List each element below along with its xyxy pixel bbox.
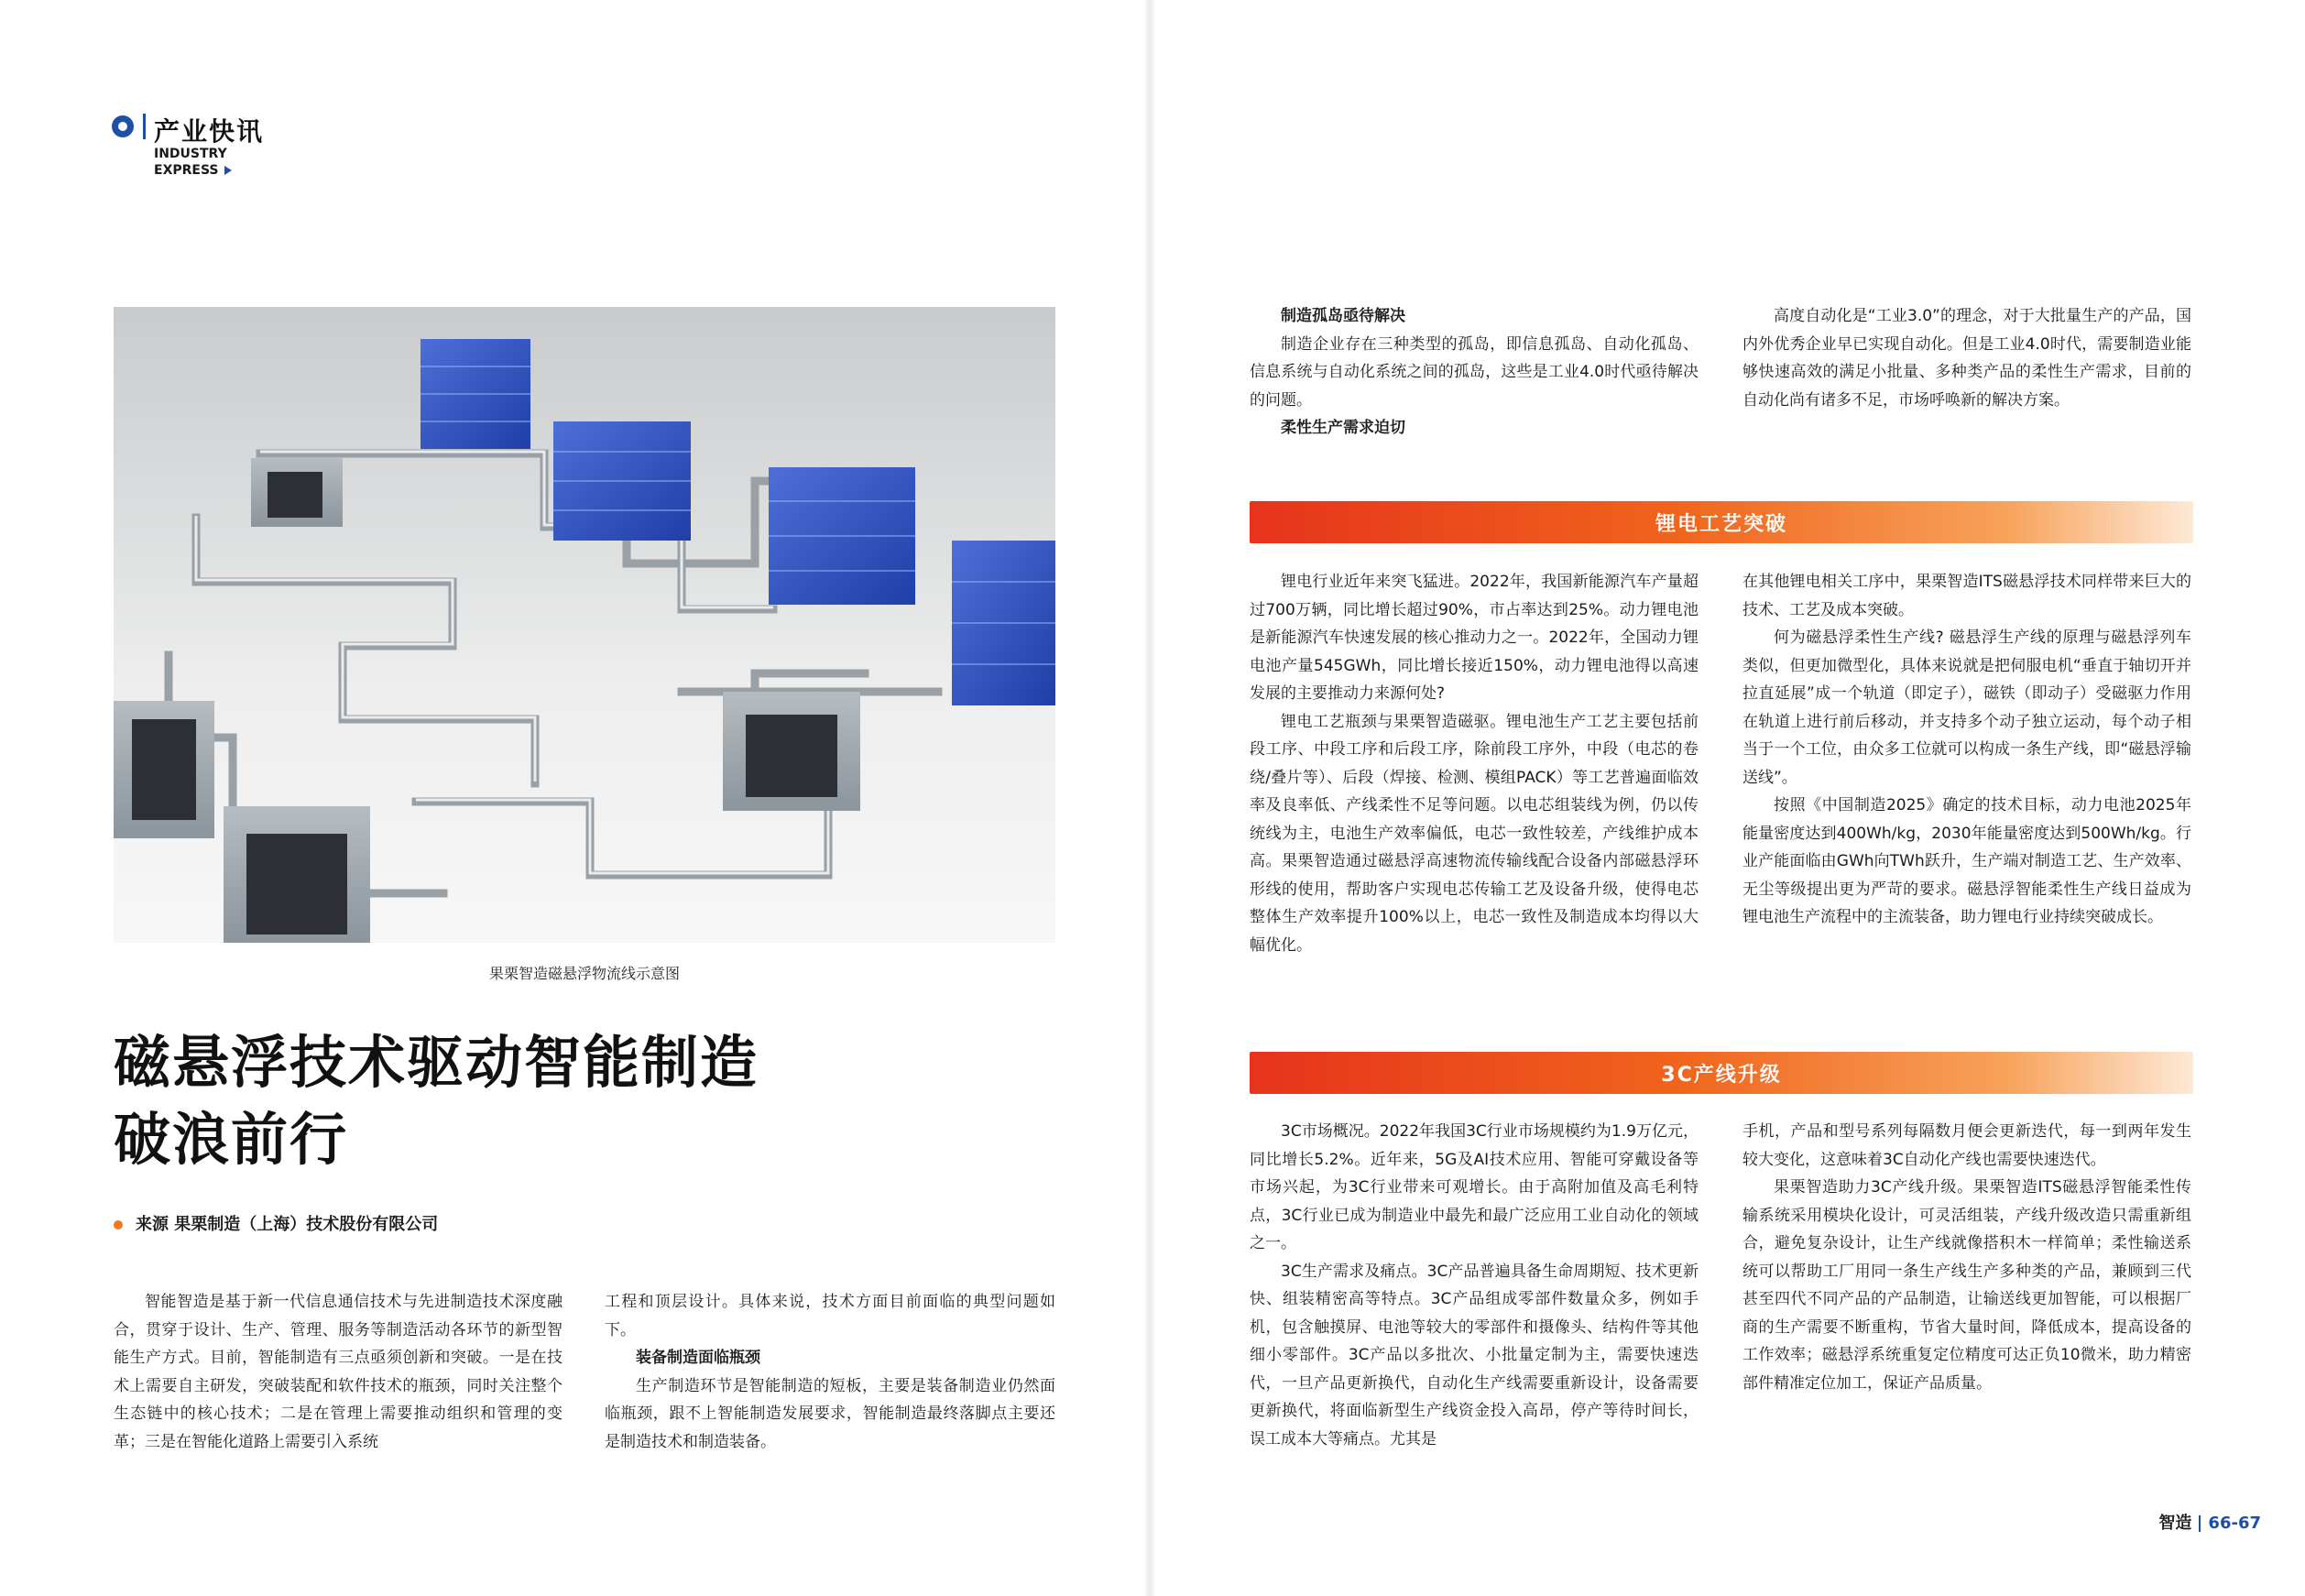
paragraph: 制造企业存在三种类型的孤岛，即信息孤岛、自动化孤岛、信息系统与自动化系统之间的孤岛，这些是工业4.0时代亟待解决的问题。 <box>1250 334 1699 410</box>
article-title-line2: 破浪前行 <box>114 1106 349 1173</box>
folio-page-numbers: 66-67 <box>2208 1514 2261 1533</box>
subheading: 柔性生产需求迫切 <box>1281 419 1405 437</box>
article-title <box>114 1024 759 1178</box>
page-folio <box>2158 1510 2261 1534</box>
right-top-column-1 <box>1250 302 1699 443</box>
figure-caption: 果栗智造磁悬浮物流线示意图 <box>488 965 680 982</box>
lithium-column-2 <box>1742 568 2191 932</box>
section-banner-lithium: 锂电工艺突破 <box>1250 501 2193 543</box>
3c-column-1 <box>1250 1118 1699 1453</box>
article-title-line1: 磁悬浮技术驱动智能制造 <box>114 1029 759 1096</box>
paragraph: 工程和顶层设计。具体来说，技术方面目前面临的典型问题如下。 <box>605 1293 1055 1339</box>
section-title: 产业快讯 <box>154 116 265 147</box>
divider <box>143 114 146 139</box>
paragraph: 3C市场概况。2022年我国3C行业市场规模约为1.9万亿元，同比增长5.2%。近年来，5G及AI技术应用、智能可穿戴设备等市场兴起，为3C行业带来可观增长。由于高附加值及高毛利特点，3C行业已成为制造业中最先和最广泛应用工业自动化的领域之一。 <box>1250 1122 1699 1252</box>
process-machines <box>114 458 860 943</box>
paragraph: 锂电工艺瓶颈与果栗智造磁驱。锂电池生产工艺主要包括前段工序、中段工序和后段工序，除前段工序外，中段（电芯的卷绕/叠片等）、后段（焊接、检测、模组PACK）等工艺普遍面临效率及良率低、产线柔性不足等问题。以电芯组装线为例，仍以传统线为主，电池生产效率偏低，电芯一致性较差，产线维护成本高。果栗智造通过磁悬浮高速物流传输线配合设备内部磁悬浮环形线的使用，帮助客户实现电芯传输工艺及设备升级，使得电芯整体生产效率提升100%以上，电芯一致性及制造成本均得以大幅优化。 <box>1250 712 1699 955</box>
paragraph: 何为磁悬浮柔性生产线? 磁悬浮生产线的原理与磁悬浮列车类似，但更加微型化，具体来说就是把伺服电机“垂直于轴切开并拉直延展”成一个轨道（即定子），磁铁（即动子）受磁驱力作用在轨道上进行前后移动，并支持多个动子独立运动，每个动子相当于一个工位，由众多工位就可以构成一条生产线，即“磁悬浮输送线”。 <box>1742 629 2191 787</box>
arrow-icon <box>224 166 232 175</box>
section-title-en-1: INDUSTRY <box>154 147 227 161</box>
maglev-line-illustration <box>114 307 1055 943</box>
folio-magazine: 智造 <box>2158 1514 2192 1533</box>
figure-illustration <box>114 307 1055 943</box>
section-banner-3c: 3C产线升级 <box>1250 1052 2193 1094</box>
left-column-2 <box>605 1288 1055 1456</box>
subheading: 装备制造面临瓶颈 <box>636 1349 760 1367</box>
logo-icon <box>112 115 134 137</box>
storage-racks <box>421 339 1055 705</box>
subheading: 制造孤岛亟待解决 <box>1281 307 1405 325</box>
3c-column-2 <box>1742 1118 2191 1397</box>
paragraph: 智能智造是基于新一代信息通信技术与先进制造技术深度融合，贯穿于设计、生产、管理、服务等制造活动各环节的新型智能生产方式。目前，智能制造有三点亟须创新和突破。一是在技术上需要自主研发，突破装配和软件技术的瓶颈，同时关注整个生态链中的核心技术；二是在管理上需要推动组织和管理的变革；三是在智能化道路上需要引入系统 <box>114 1293 563 1451</box>
paragraph: 高度自动化是“工业3.0”的理念，对于大批量生产的产品，国内外优秀企业早已实现自动化。但是工业4.0时代，需要制造业能够快速高效的满足小批量、多种类产品的柔性生产需求，目前的自动化尚有诸多不足，市场呼唤新的解决方案。 <box>1742 307 2191 410</box>
paragraph: 锂电行业近年来突飞猛进。2022年，我国新能源汽车产量超过700万辆，同比增长超过90%，市占率达到25%。动力锂电池是新能源汽车快速发展的核心推动力之一。2022年，全国动力锂电池产量545GWh，同比增长接近150%，动力锂电池得以高速发展的主要推动力来源何处? <box>1250 573 1699 703</box>
lithium-column-1 <box>1250 568 1699 959</box>
paragraph: 3C生产需求及痛点。3C产品普遍具备生命周期短、技术更新快、组装精密高等特点。3C产品组成零部件数量众多，例如手机，包含触摸屏、电池等较大的零部件和摄像头、结构件等其他细小零部件。3C产品以多批次、小批量定制为主，需要快速迭代，一旦产品更新换代，自动化生产线需要重新设计，设备需要更新换代，将面临新型生产线资金投入高昂，停产等待时间长，误工成本大等痛点。尤其是 <box>1250 1262 1699 1448</box>
article-source: 来源 果栗制造（上海）技术股份有限公司 <box>114 1211 438 1235</box>
paragraph: 按照《中国制造2025》确定的技术目标，动力电池2025年能量密度达到400Wh/kg，2030年能量密度达到500Wh/kg。行业产能面临由GWh向TWh跃升，生产端对制造工艺、生产效率、无尘等级提出更为严苛的要求。磁悬浮智能柔性生产线日益成为锂电池生产流程中的主流装备，助力锂电行业持续突破成长。 <box>1742 796 2191 926</box>
bullet-icon <box>114 1220 123 1230</box>
folio-divider <box>2199 1515 2201 1532</box>
paragraph: 在其他锂电相关工序中，果栗智造ITS磁悬浮技术同样带来巨大的技术、工艺及成本突破。 <box>1742 573 2191 619</box>
paragraph: 果栗智造助力3C产线升级。果栗智造ITS磁悬浮智能柔性传输系统采用模块化设计，可灵活组装，产线升级改造只需重新组合，避免复杂设计，让生产线就像搭积木一样简单；柔性输送系统可以帮助工厂用同一条生产线生产多种类的产品，兼顾到三代甚至四代不同产品的产品制造，让输送线更加智能，可以根据厂商的生产需要不断重构，节省大量时间，降低成本，提高设备的工作效率；磁悬浮系统重复定位精度可达正负10微米，助力精密部件精准定位加工，保证产品质量。 <box>1742 1178 2191 1393</box>
section-title-en-2: EXPRESS <box>154 163 232 178</box>
left-column-1 <box>114 1288 563 1456</box>
paragraph: 生产制造环节是智能制造的短板，主要是装备制造业仍然面临瓶颈，跟不上智能制造发展要求，智能制造最终落脚点主要还是制造技术和制造装备。 <box>605 1376 1055 1451</box>
page-gutter <box>1143 0 1156 1596</box>
paragraph: 手机，产品和型号系列每隔数月便会更新迭代，每一到两年发生较大变化，这意味着3C自动化产线也需要快速迭代。 <box>1742 1122 2191 1169</box>
right-top-column-2 <box>1742 302 2191 414</box>
